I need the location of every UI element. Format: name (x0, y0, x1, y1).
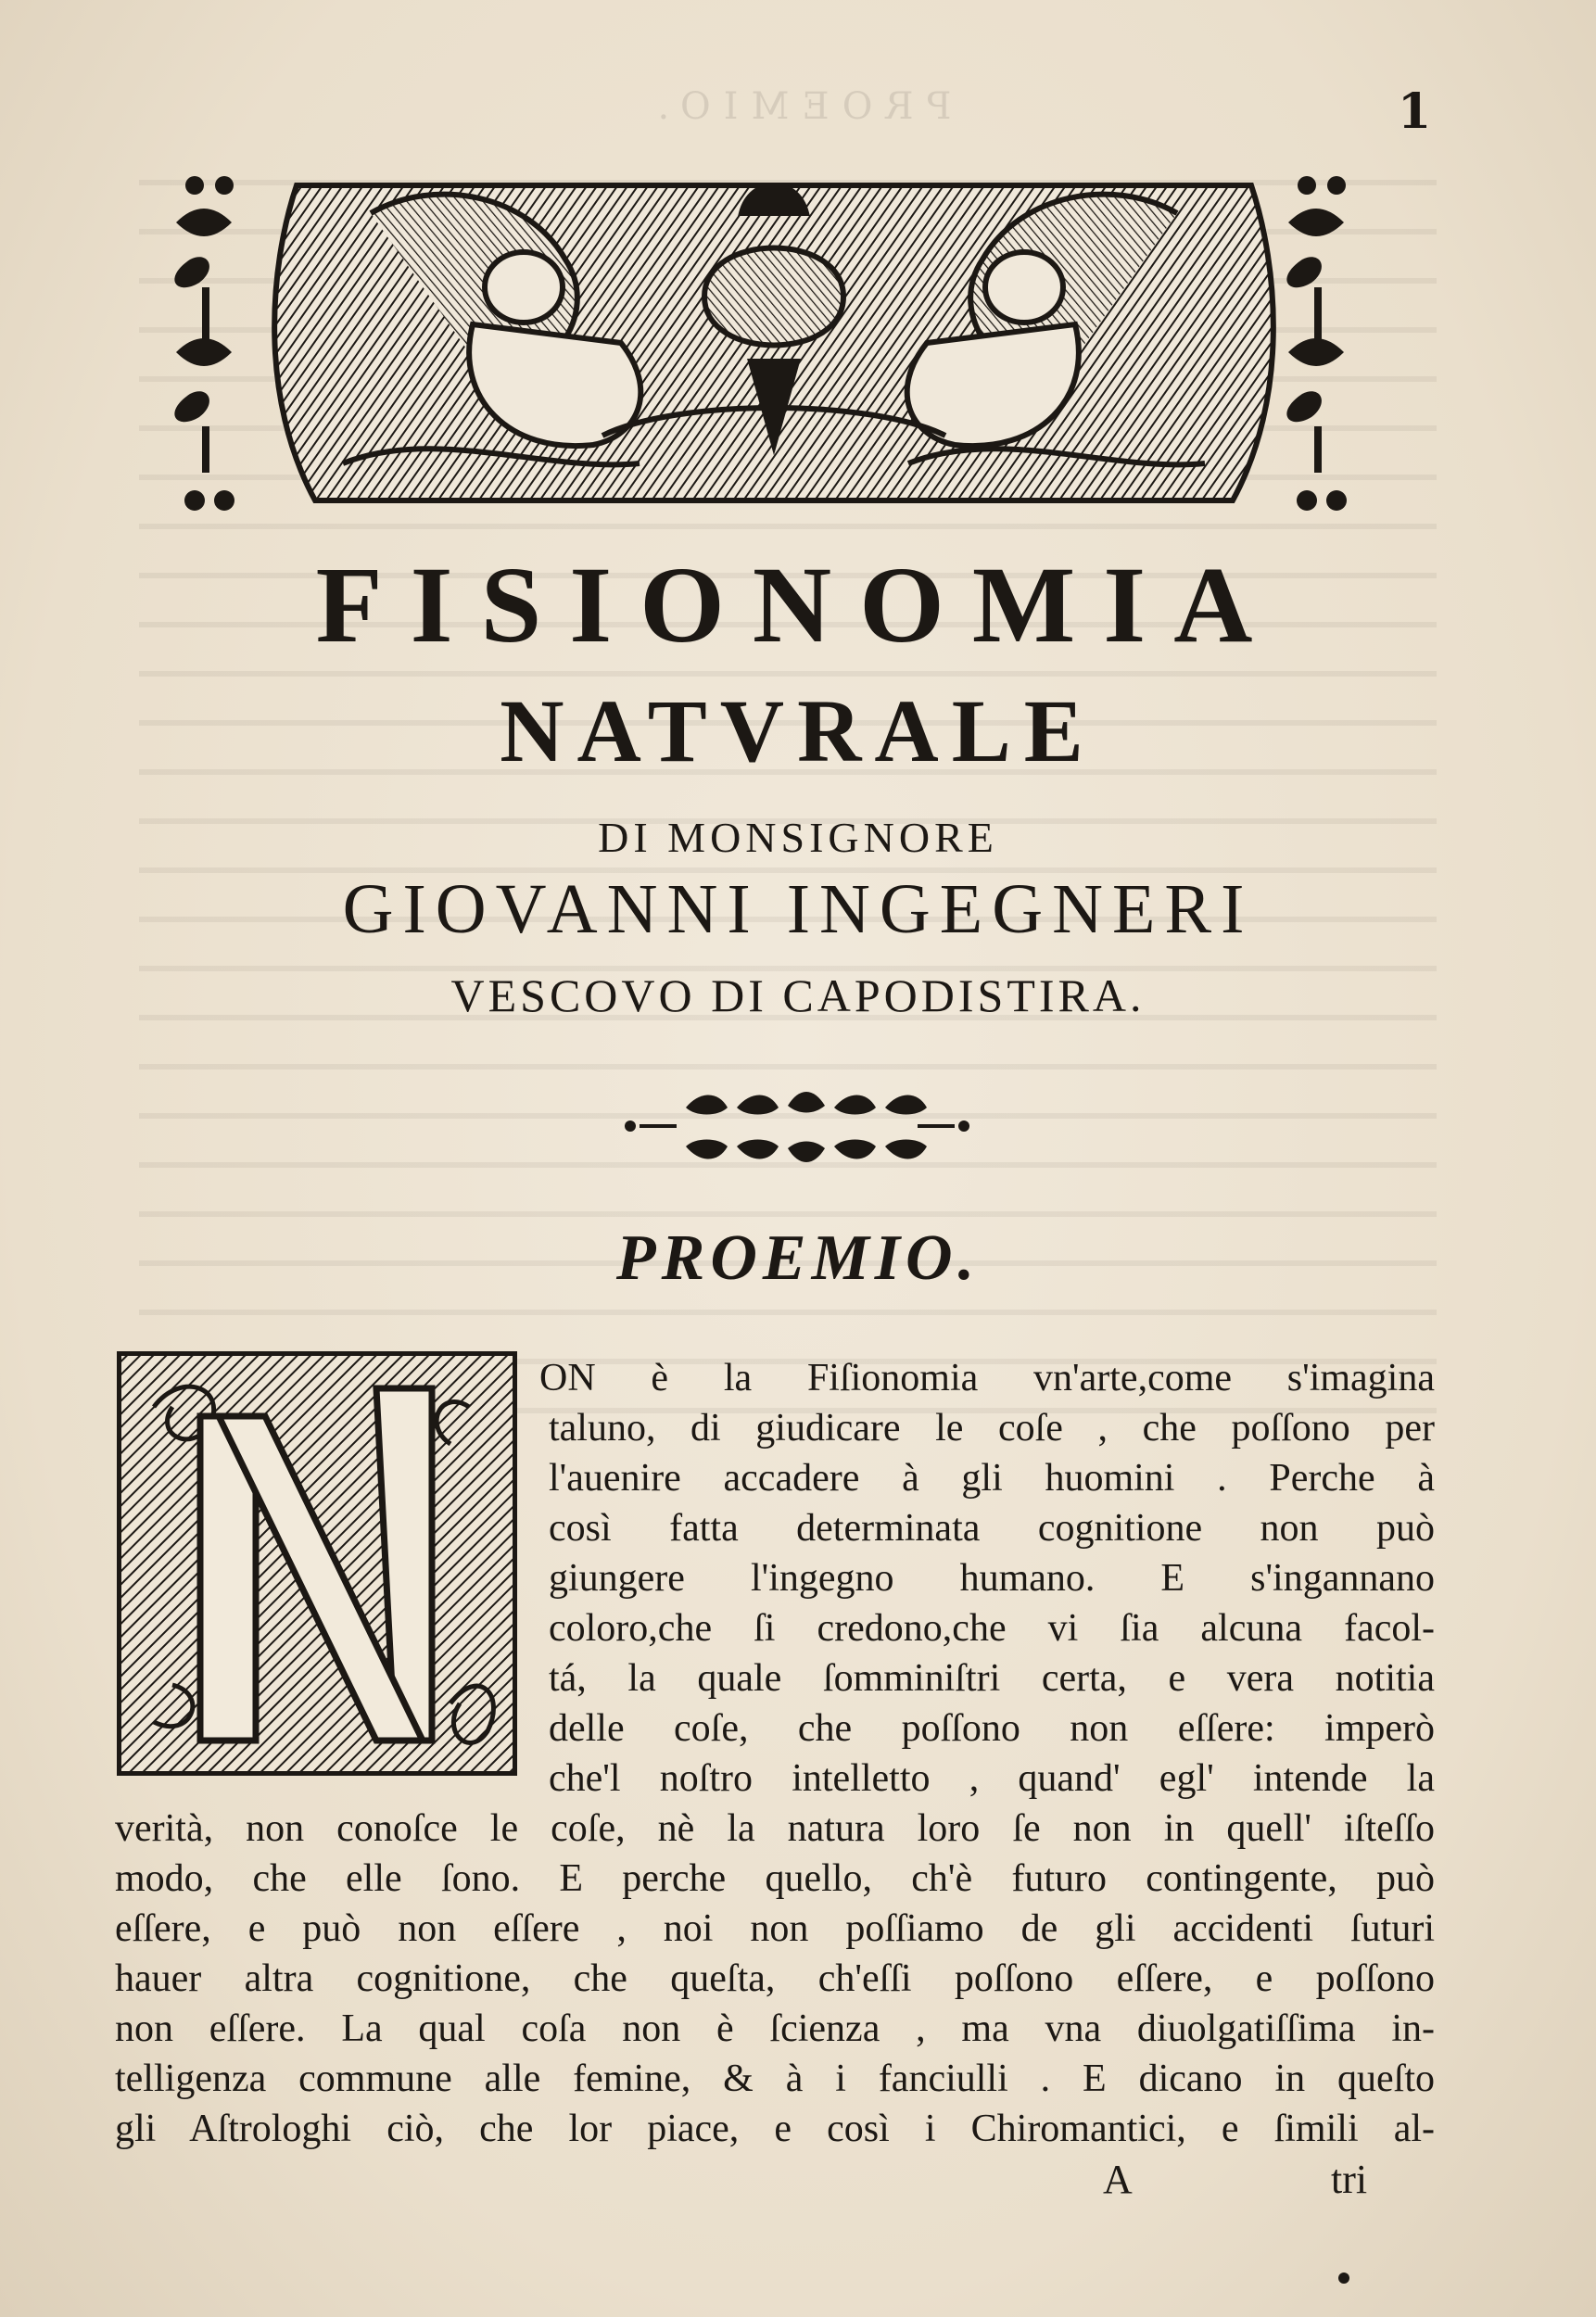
text-line: non eſſere. La qual coſa non è ſcienza , ma vna diuolgatiſſima in- (115, 2007, 1435, 2050)
section-heading: PROEMIO. (615, 1222, 981, 1294)
text-line: delle coſe, che poſſono non eſſere: imperò (549, 1707, 1435, 1750)
page-number: 1 (1398, 83, 1432, 140)
text-line: gli Aſtrologhi ciò, che lor piace, e così i Chiromantici, e ſimili al- (115, 2108, 1435, 2150)
title-line-3: DI MONSIGNORE (598, 814, 998, 861)
text-line: verità, non conoſce le coſe, nè la natura loro ſe non in quell' iſteſſo (115, 1807, 1435, 1850)
text-line: telligenza commune alle femine, & à i fanciulli . E dicano in queſto (115, 2057, 1435, 2100)
text-line: taluno, di giudicare le coſe , che poſſono per (549, 1407, 1435, 1450)
text-line: giungere l'ingegno humano. E s'ingannano (549, 1557, 1435, 1600)
signature-mark: A (1103, 2157, 1133, 2202)
text-line: l'auenire accadere à gli huomini . Perche à (549, 1457, 1435, 1500)
mirrored-running-head: PROEMIO. (644, 85, 952, 128)
text-line: eſſere, e può non eſſere , noi non poſſiamo de gli accidenti ſuturi (115, 1907, 1435, 1950)
title-line-2: NATVRALE (500, 681, 1096, 780)
catchword: tri (1331, 2157, 1368, 2202)
text-line: così fatta determinata cognitione non può (549, 1507, 1435, 1550)
text-line: ON è la Fiſionomia vn'arte,come s'imagina (539, 1357, 1435, 1399)
title-line-4: GIOVANNI INGEGNERI (342, 870, 1254, 948)
text-line: coloro,che ſi credono,che vi ſia alcuna facol- (549, 1607, 1435, 1650)
title-line-5: VESCOVO DI CAPODISTIRA. (450, 969, 1146, 1021)
text-line: hauer altra cognitione, che queſta, ch'eſſi poſſono eſſere, e poſſono (115, 1957, 1435, 2000)
text-line: modo, che elle ſono. E perche quello, ch'è futuro contingente, può (115, 1857, 1435, 1900)
title-line-1: FISIONOMIA (315, 544, 1281, 665)
text-line: tá, la quale ſomminiſtri certa, e vera notitia (549, 1657, 1435, 1700)
text-line: che'l noſtro intelletto , quand' egl' intende la (549, 1757, 1435, 1800)
ink-dot (1338, 2273, 1349, 2284)
